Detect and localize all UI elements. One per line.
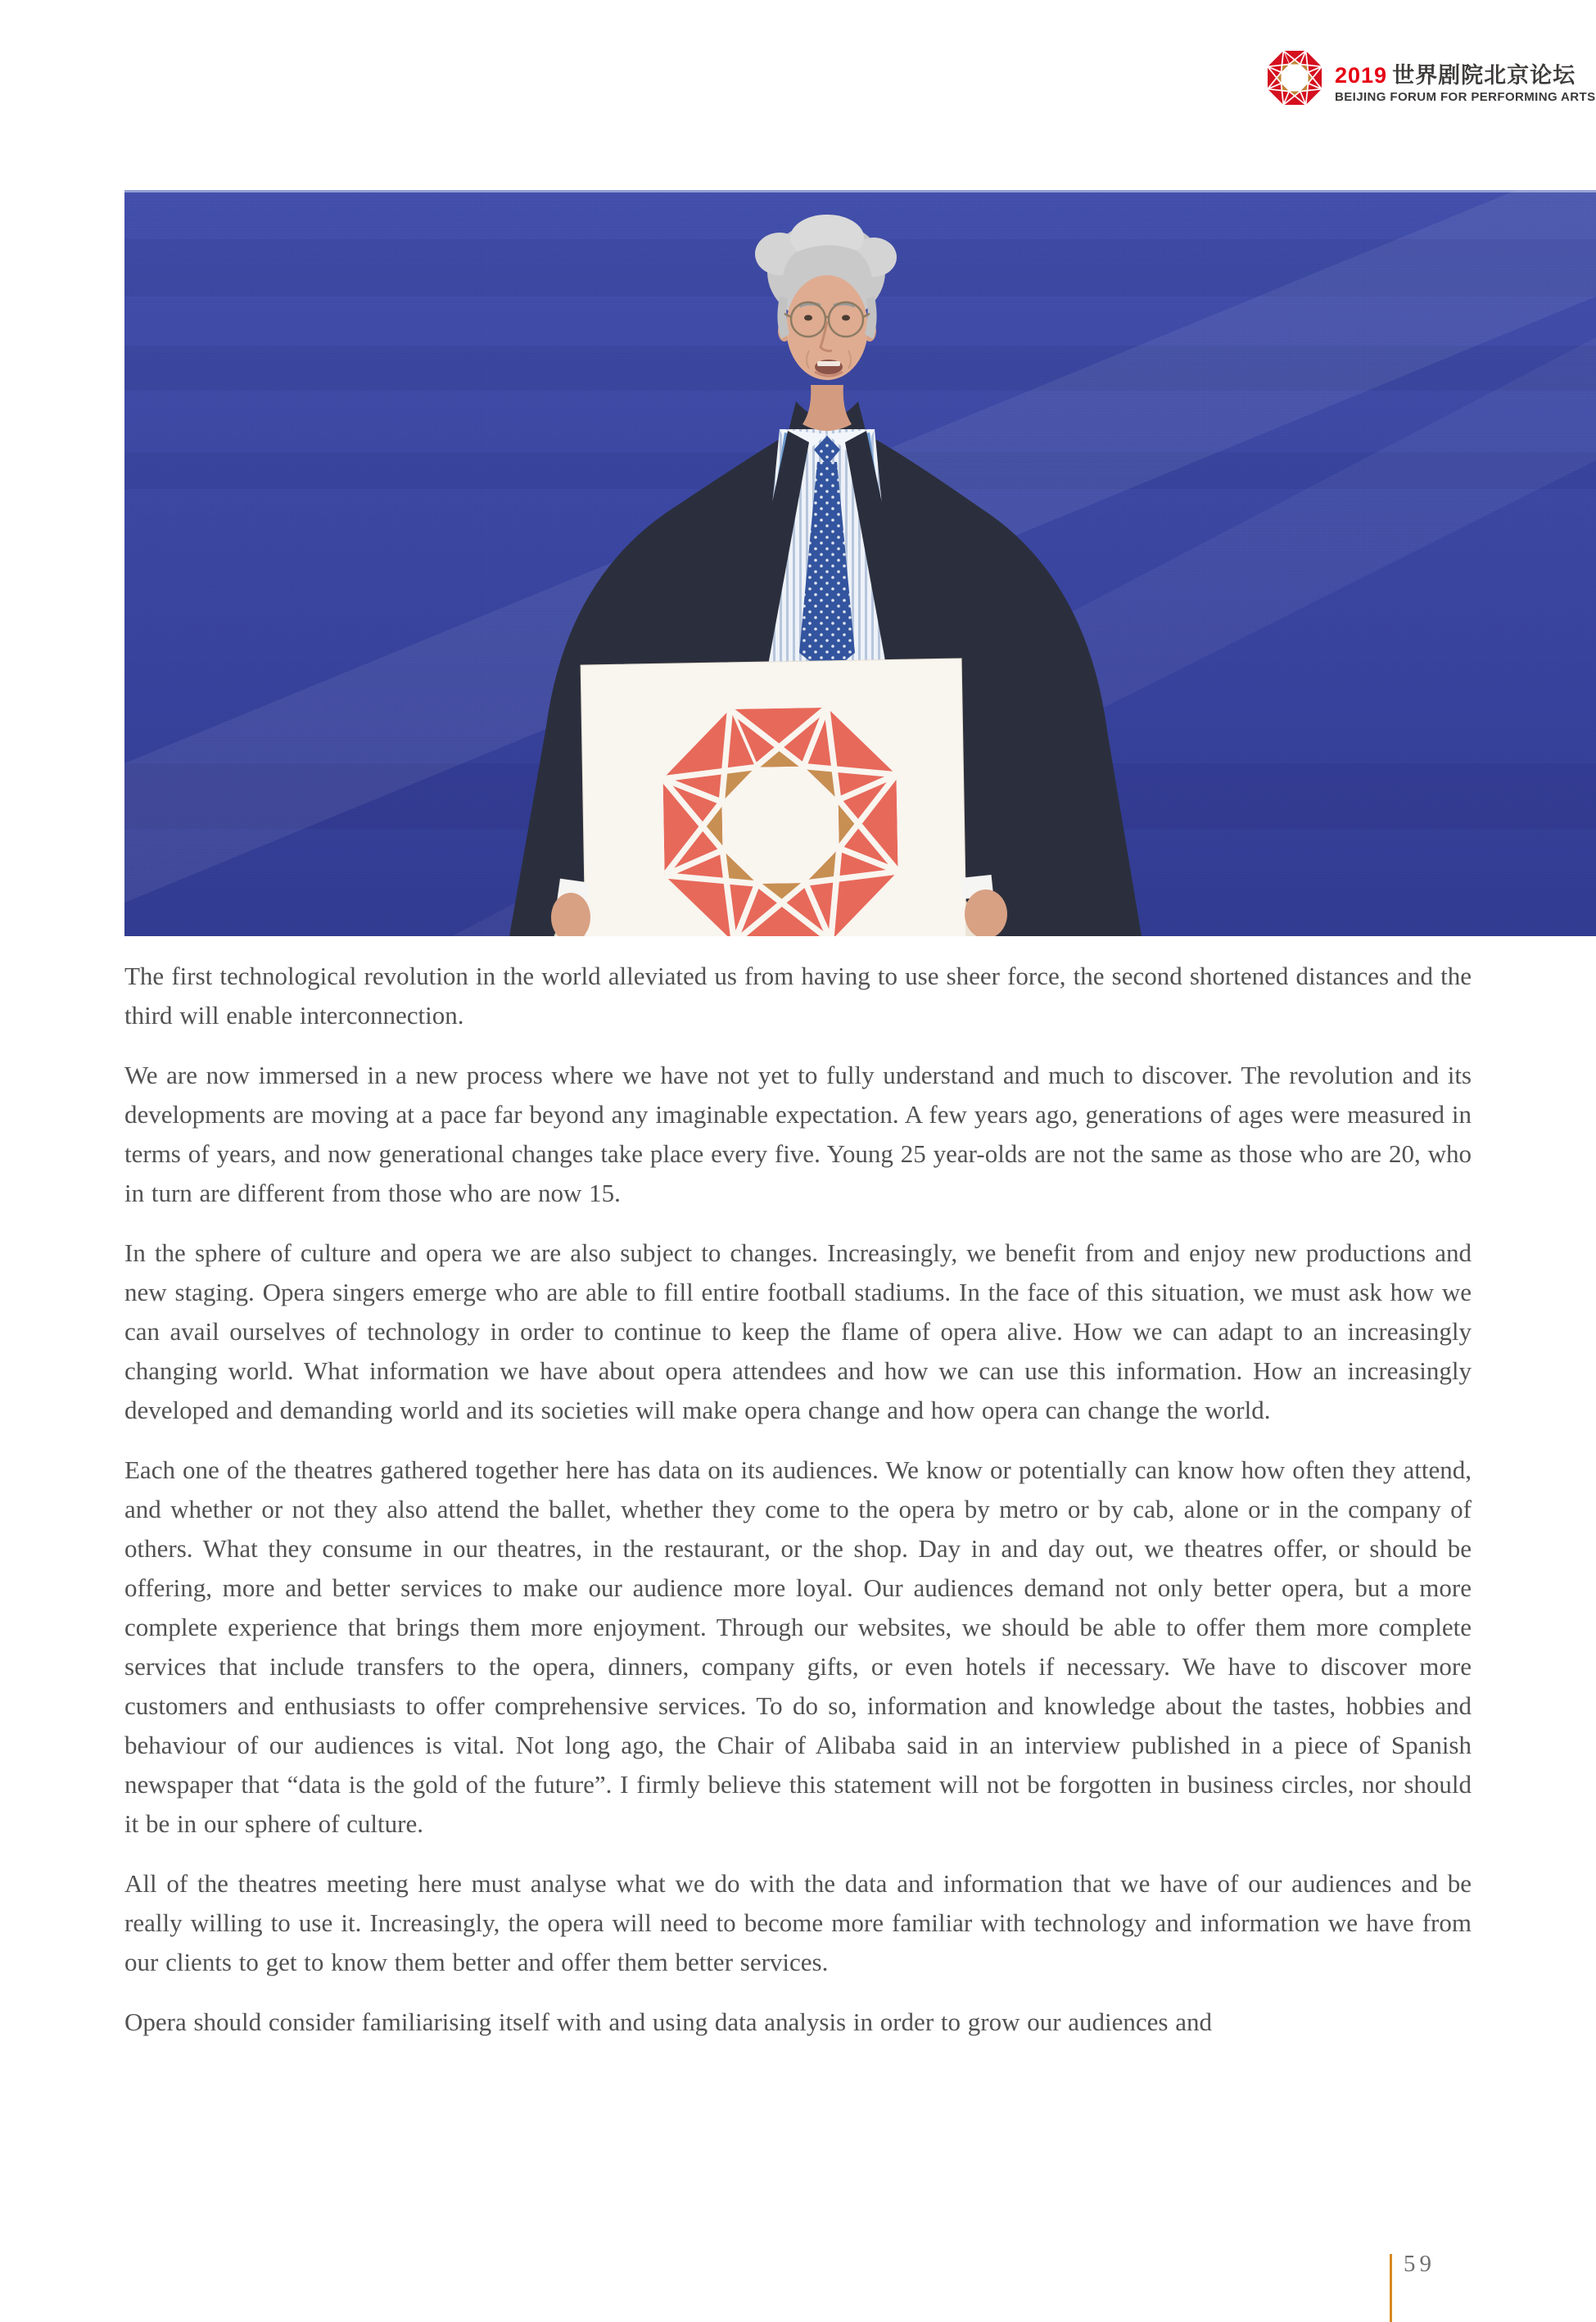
forum-wordmark (1335, 62, 1596, 104)
forum-title-zh: 2019 世界剧院北京论坛 (1335, 63, 1576, 88)
paragraph: All of the theatres meeting here must analyse what we do with the data and information that we have of our audiences and be really willing to use it. Increasingly, the opera will need to become more familiar with technology and information we have from our clients to get to know them better and offer them better services. (124, 1869, 1472, 1976)
page-number: 59 (1404, 2251, 1435, 2277)
paragraph: The first technological revolution in the world alleviated us from having to use sheer force, the second shortened distances and the third will enable interconnection. (124, 962, 1472, 1030)
paragraph: In the sphere of culture and opera we are also subject to changes. Increasingly, we benefit from and enjoy new productions and new staging. Opera singers emerge who are able to fill entire football stadiums. In the face of this situation, we must ask how we can avail ourselves of technology in order to continue to keep the flame of opera alive. How we can adapt to an increasingly changing world. What information we have about opera attendees and how we can use this information. How an increasingly developed and demanding world and its societies will make opera change and how opera can change the world. (124, 1238, 1472, 1424)
article-body (124, 957, 1472, 2062)
paragraph: Each one of the theatres gathered together here has data on its audiences. We know or potentially can know how often they attend, and whether or not they also attend the ballet, whether they come to the opera by metro or by cab, alone or in the company of others. What they consume in our theatres, in the restaurant, or the shop. Day in and day out, we theatres offer, or should be offering, more and better services to make our audience more loyal. Our audiences demand not only better opera, but a more complete experience that brings them more enjoyment. Through our websites, we should be able to offer them more complete services that include transfers to the opera, dinners, company gifts, or even hotels if necessary. We have to discover more customers and enthusiasts to offer comprehensive services. To do so, information and knowledge about the tastes, hobbies and behaviour of our audiences is vital. Not long ago, the Chair of Alibaba said in an interview published in a piece of Spanish newspaper that “data is the gold of the future”. I firmly believe this statement will not be forgotten in business circles, nor should it be in our sphere of culture. (124, 1455, 1472, 1838)
forum-year: 2019 (1335, 63, 1388, 88)
forum-title-en: BEIJING FORUM FOR PERFORMING ARTS (1335, 90, 1596, 104)
page-number-rule (1390, 2254, 1392, 2322)
speaker-photo (124, 190, 1596, 936)
lectern (546, 659, 1007, 936)
paragraph: Opera should consider familiarising itself with and using data analysis in order to grow our audiences and (124, 2007, 1213, 2036)
forum-logo-icon (1268, 51, 1322, 105)
paragraph: We are now immersed in a new process where we have not yet to fully understand and much to discover. The revolution and its developments are moving at a pace far beyond any imaginable expectation. A few years ago, generations of ages were measured in terms of years, and now generational changes take place every five. Young 25 year-olds are not the same as those who are 20, who in turn are different from those who are now 15. (124, 1061, 1472, 1207)
